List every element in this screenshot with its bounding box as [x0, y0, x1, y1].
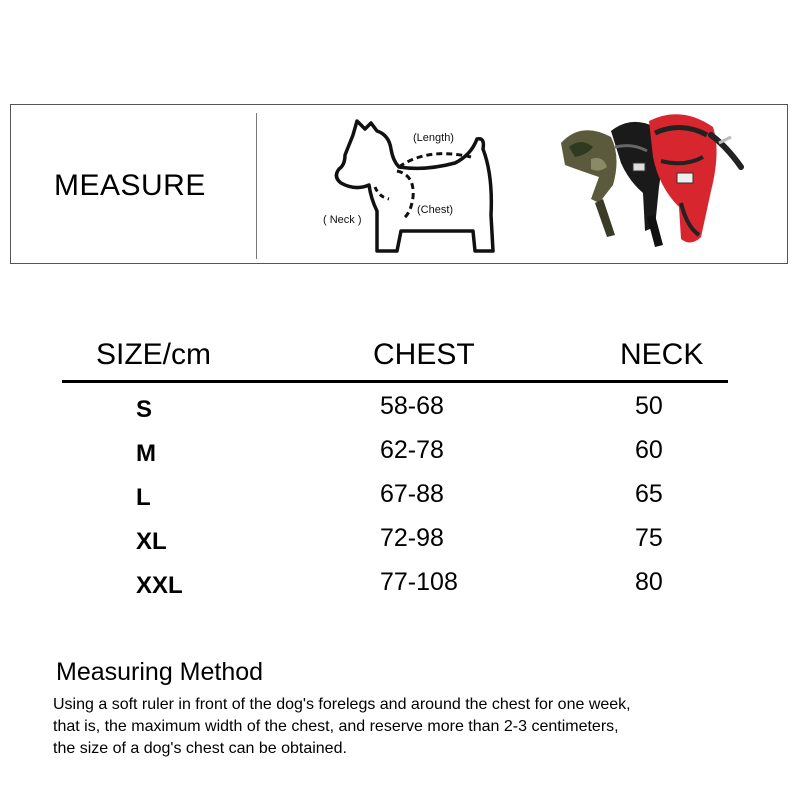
- table-row: [0, 436, 800, 476]
- chest-cell: 72-98: [380, 524, 444, 552]
- size-cell: M: [136, 440, 156, 467]
- neck-cell: 60: [635, 436, 663, 464]
- size-cell: XXL: [136, 572, 183, 599]
- chest-cell: 58-68: [380, 392, 444, 420]
- table-row: [0, 568, 800, 608]
- header-neck: NECK: [620, 338, 704, 371]
- neck-cell: 80: [635, 568, 663, 596]
- neck-cell: 65: [635, 480, 663, 508]
- neck-cell: 75: [635, 524, 663, 552]
- header-chest: CHEST: [373, 338, 475, 371]
- table-row: [0, 480, 800, 520]
- size-cell: S: [136, 396, 153, 423]
- method-title: Measuring Method: [56, 658, 264, 686]
- chest-cell: 77-108: [380, 568, 458, 596]
- panel-divider: [256, 113, 257, 259]
- chest-cell: 62-78: [380, 436, 444, 464]
- header-underline: [62, 380, 728, 383]
- chest-label: (Chest): [417, 204, 454, 216]
- method-line: Using a soft ruler in front of the dog's forelegs and around the chest for one week,: [53, 696, 631, 713]
- table-row: [0, 524, 800, 564]
- size-cell: XL: [136, 528, 167, 555]
- length-label: (Length): [413, 132, 454, 144]
- size-cell: L: [136, 484, 151, 511]
- dog-measurement-diagram-icon: [315, 115, 515, 260]
- method-description: [53, 694, 773, 760]
- header-size: SIZE/cm: [96, 338, 212, 371]
- neck-cell: 50: [635, 392, 663, 420]
- neck-label: ( Neck ): [323, 214, 362, 226]
- measure-panel: [10, 104, 788, 264]
- chest-cell: 67-88: [380, 480, 444, 508]
- table-row: [0, 392, 800, 432]
- method-line: the size of a dog's chest can be obtained.: [53, 740, 347, 757]
- method-line: that is, the maximum width of the chest, and reserve more than 2-3 centimeters,: [53, 718, 619, 735]
- dog-harness-photo-icon: [551, 107, 751, 257]
- measure-title: MEASURE: [54, 169, 206, 202]
